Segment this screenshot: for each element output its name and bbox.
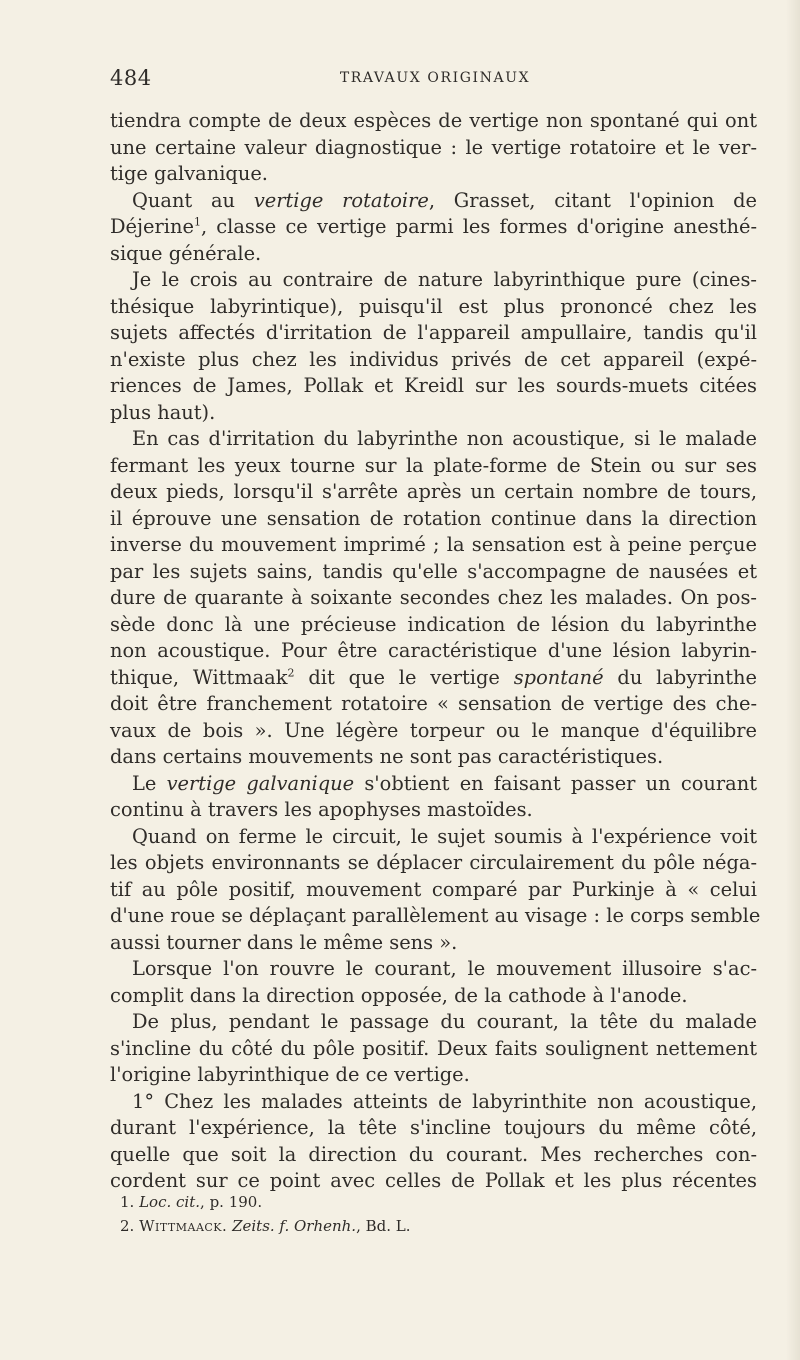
- text-run: riences de James, Pollak et Kreidl sur les sourds-muets citées: [110, 374, 757, 397]
- text-line: [110, 691, 757, 718]
- text-line: [110, 214, 757, 241]
- footnote-ref: 2: [287, 666, 295, 680]
- text-line: [110, 135, 757, 162]
- text-line: [110, 1062, 757, 1089]
- text-run: il éprouve une sensation de rotation continue dans la direction: [110, 506, 757, 530]
- running-head: TRAVAUX ORIGINAUX: [339, 70, 531, 86]
- text-line: [110, 983, 757, 1010]
- text-run: De plus, pendant le passage du courant, la tête du malade: [132, 1010, 757, 1033]
- text-run: fermant les yeux tourne sur la plate-forme de Stein ou sur ses: [110, 453, 757, 477]
- footnote-text: , Bd. L.: [356, 1217, 411, 1235]
- text-run: 1° Chez les malades atteints de labyrinthite non acoustique,: [132, 1089, 757, 1113]
- italic-text: spontané: [513, 665, 604, 689]
- text-run: d'une roue se déplaçant parallèlement au visage : le corps semble: [110, 904, 761, 927]
- text-line: [110, 188, 757, 215]
- text-line: [110, 930, 757, 957]
- page-header: [110, 66, 760, 96]
- text-run: quelle que soit la direction du courant. Mes recherches con-: [110, 1142, 757, 1166]
- text-run: dure de quarante à soixante secondes chez les malades. On pos-: [110, 586, 757, 609]
- text-run: une certaine valeur diagnostique : le vertige rotatoire et le ver-: [110, 135, 757, 159]
- text-line: [110, 1036, 757, 1063]
- text-line: [110, 1089, 757, 1116]
- text-run: tiendra compte de deux espèces de vertige non spontané qui ont: [110, 109, 757, 132]
- text-run: vaux de bois ». Une légère torpeur ou le manque d'équilibre: [110, 718, 757, 742]
- text-run: sique générale.: [110, 241, 262, 265]
- text-line: [110, 532, 757, 559]
- text-run: plus haut).: [110, 400, 216, 424]
- text-run: par les sujets sains, tandis qu'elle s'accompagne de nausées et: [110, 559, 757, 583]
- text-run: doit être franchement rotatoire « sensation de vertige des che-: [110, 692, 757, 715]
- text-line: [110, 347, 757, 374]
- text-run: Le: [132, 771, 167, 795]
- page-edge: [786, 0, 800, 1360]
- text-run: du labyrinthe: [603, 665, 757, 689]
- text-run: dans certains mouvements ne sont pas caractéristiques.: [110, 745, 664, 768]
- text-run: continu à travers les apophyses mastoïdes.: [110, 798, 533, 821]
- text-run: s'obtient en faisant passer un courant: [354, 771, 757, 795]
- text-run: non acoustique. Pour être caractéristique d'une lésion labyrin-: [110, 639, 757, 662]
- text-run: Je le crois au contraire de nature labyrinthique pure (cines-: [132, 268, 757, 291]
- text-line: [110, 161, 757, 188]
- text-line: [110, 638, 757, 665]
- text-run: s'incline du côté du pôle positif. Deux faits soulignent nettement: [110, 1036, 757, 1060]
- text-run: , Grasset, citant l'opinion de: [428, 188, 757, 212]
- footnote-number: 2.: [120, 1217, 140, 1235]
- footnote-author: Wittmaack.: [139, 1217, 228, 1235]
- text-line: [110, 585, 757, 612]
- text-line: [110, 771, 757, 798]
- text-line: [110, 108, 757, 135]
- text-run: Quant au: [132, 188, 254, 212]
- text-line: [110, 320, 757, 347]
- text-run: aussi tourner dans le même sens ».: [110, 930, 458, 954]
- text-run: Lorsque l'on rouvre le courant, le mouvement illusoire s'ac-: [132, 957, 757, 980]
- footnote: [120, 1214, 740, 1238]
- text-line: [110, 400, 757, 427]
- text-line: [110, 453, 757, 480]
- text-run: sujets affectés d'irritation de l'appareil ampullaire, tandis qu'il: [110, 321, 757, 344]
- text-line: [110, 903, 761, 930]
- italic-text: vertige rotatoire: [253, 188, 429, 212]
- text-run: , classe ce vertige parmi les formes d'origine anesthé-: [200, 215, 757, 238]
- footnote-title: Zeits. f. Orhenh.: [227, 1217, 357, 1235]
- footnote-title: Loc. cit.: [139, 1193, 201, 1211]
- footnote-text: , p. 190.: [200, 1193, 263, 1211]
- text-run: dit que le vertige: [294, 665, 514, 689]
- text-run: sède donc là une précieuse indication de lésion du labyrinthe: [110, 612, 757, 636]
- text-run: durant l'expérience, la tête s'incline toujours du même côté,: [110, 1116, 757, 1139]
- text-line: [110, 877, 757, 904]
- text-run: thésique labyrintique), puisqu'il est plus prononcé chez les: [110, 294, 757, 318]
- text-line: [110, 665, 757, 692]
- text-line: [110, 956, 757, 983]
- footnote-ref: 1: [193, 215, 201, 229]
- footnote: [120, 1190, 740, 1214]
- text-run: deux pieds, lorsqu'il s'arrête après un certain nombre de tours,: [110, 480, 757, 503]
- text-line: [110, 824, 757, 851]
- text-run: inverse du mouvement imprimé ; la sensation est à peine perçue: [110, 533, 757, 556]
- text-run: cordent sur ce point avec celles de Pollak et les plus récentes: [110, 1169, 757, 1192]
- text-line: [110, 1115, 757, 1142]
- text-run: Déjerine: [110, 215, 194, 238]
- text-line: [110, 373, 757, 400]
- text-line: [110, 612, 757, 639]
- text-run: l'origine labyrinthique de ce vertige.: [110, 1063, 470, 1086]
- text-line: [110, 294, 757, 321]
- text-run: thique, Wittmaak: [110, 665, 288, 689]
- text-line: [110, 1142, 757, 1169]
- footnotes: [120, 1190, 740, 1238]
- text-line: [110, 267, 757, 294]
- text-line: [110, 850, 757, 877]
- text-run: En cas d'irritation du labyrinthe non acoustique, si le malade: [132, 427, 757, 450]
- page-number: 484: [110, 66, 152, 90]
- text-line: [110, 479, 757, 506]
- footnote-number: 1.: [120, 1193, 140, 1211]
- text-line: [110, 426, 757, 453]
- text-line: [110, 559, 757, 586]
- body-text: [110, 108, 761, 1195]
- text-line: [110, 797, 757, 824]
- text-line: [110, 718, 757, 745]
- text-run: tif au pôle positif, mouvement comparé par Purkinje à « celui: [110, 877, 757, 901]
- text-run: n'existe plus chez les individus privés de cet appareil (expé-: [110, 347, 757, 371]
- text-run: complit dans la direction opposée, de la cathode à l'anode.: [110, 983, 688, 1007]
- italic-text: vertige galvanique: [166, 771, 355, 795]
- text-run: les objets environnants se déplacer circulairement du pôle néga-: [110, 851, 757, 874]
- text-line: [110, 1009, 757, 1036]
- text-run: tige galvanique.: [110, 162, 268, 185]
- text-line: [110, 744, 757, 771]
- text-line: [110, 506, 757, 533]
- text-line: [110, 241, 757, 268]
- text-run: Quand on ferme le circuit, le sujet soumis à l'expérience voit: [132, 824, 757, 848]
